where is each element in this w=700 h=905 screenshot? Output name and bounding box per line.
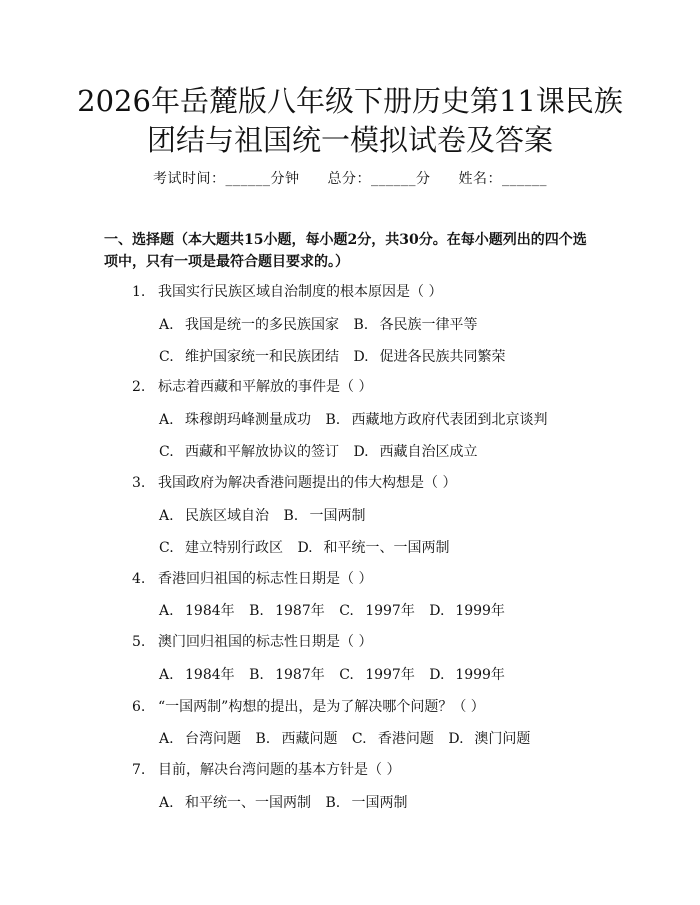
option-row [159,409,547,429]
option-letter: B. [353,317,369,333]
option-letter: D. [429,667,445,683]
document-title-line1: 2026年岳麓版八年级下册历史第11课民族 [77,84,623,118]
option-row [159,728,530,748]
option-letter: A. [159,667,174,683]
question-number: 3. [132,475,146,491]
option-text: 和平统一、一国两制 [185,795,311,811]
student-name-label: 姓名：______ [458,171,547,187]
question-number: 4. [132,571,146,587]
question-number: 6. [132,699,146,715]
option-letter: C. [159,444,174,460]
option-text: 1987年 [275,667,325,683]
question-stem [132,631,372,651]
option-text: 建立特别行政区 [185,540,283,556]
option-text: 西藏地方政府代表团到北京谈判 [351,412,548,428]
question-text: 香港回归祖国的标志性日期是（ ） [158,571,373,587]
option-letter: D. [297,540,313,556]
exam-meta [0,168,700,188]
option-text: 促进各民族共同繁荣 [379,349,506,365]
option-text: 1999年 [455,667,505,683]
option-letter: A. [159,412,174,428]
option-text: 1984年 [185,667,235,683]
option-text: 1997年 [365,667,415,683]
question-number: 2. [132,379,146,395]
option-letter: C. [159,540,174,556]
option-text: 一国两制 [351,795,408,811]
option-text: 香港问题 [377,731,434,747]
option-text: 西藏和平解放协议的签订 [185,444,339,460]
option-row [159,664,505,684]
option-text: 珠穆朗玛峰测量成功 [185,412,311,428]
section-heading [104,229,604,273]
option-letter: A. [159,795,174,811]
option-letter: B. [249,603,264,619]
option-row [159,441,477,461]
question-stem [132,281,442,301]
question-number: 5. [132,634,146,650]
option-letter: B. [255,731,271,747]
exam-time-label: 考试时间：______分钟 [153,171,300,187]
option-text: 各民族一律平等 [379,317,478,333]
option-text: 西藏自治区成立 [379,444,478,460]
option-letter: C. [159,349,174,365]
option-letter: A. [159,731,174,747]
option-text: 1997年 [365,603,415,619]
option-row [159,537,449,557]
option-text: 民族区域自治 [185,508,269,524]
section-heading-line1: 一、选择题（本大题共15小题，每小题2分，共30分。在每小题列出的四个选 [104,232,587,248]
option-text: 一国两制 [309,508,366,524]
option-letter: B. [249,667,264,683]
option-letter: B. [325,795,341,811]
question-number: 1. [132,284,146,300]
document-title-line2: 团结与祖国统一模拟试卷及答案 [146,123,553,157]
option-row [159,314,477,334]
question-text: 我国实行民族区域自治制度的根本原因是（ ） [158,284,443,300]
option-row [159,600,505,620]
option-text: 1987年 [275,603,325,619]
option-letter: D. [353,349,369,365]
option-letter: A. [159,603,174,619]
option-text: 维护国家统一和民族团结 [185,349,339,365]
option-letter: D. [429,603,445,619]
question-text: 目前，解决台湾问题的基本方针是（ ） [158,762,401,778]
option-text: 1984年 [185,603,235,619]
option-letter: C. [339,667,354,683]
option-letter: C. [339,603,354,619]
option-row [159,792,407,812]
question-text: 我国政府为解决香港问题提出的伟大构想是（ ） [158,475,457,491]
question-stem [132,568,372,588]
question-stem [132,759,400,779]
option-row [159,505,365,525]
question-text: 标志着西藏和平解放的事件是（ ） [158,379,373,395]
question-stem [132,696,485,716]
question-text: “一国两制”构想的提出，是为了解决哪个问题？（ ） [158,699,485,715]
question-stem [132,376,372,396]
option-text: 西藏问题 [281,731,338,747]
question-stem [132,472,456,492]
total-score-label: 总分：______分 [327,171,431,187]
option-text: 我国是统一的多民族国家 [185,317,339,333]
section-heading-line2: 项中，只有一项是最符合题目要求的。） [104,254,349,270]
option-text: 台湾问题 [185,731,241,747]
option-letter: D. [448,731,464,747]
question-text: 澳门回归祖国的标志性日期是（ ） [158,634,373,650]
option-letter: B. [283,508,299,524]
question-number: 7. [132,762,146,778]
option-letter: B. [325,412,341,428]
option-letter: D. [353,444,369,460]
option-text: 澳门问题 [474,731,531,747]
option-text: 和平统一、一国两制 [323,540,450,556]
option-letter: A. [159,508,174,524]
option-letter: C. [351,731,367,747]
option-letter: A. [159,317,174,333]
option-text: 1999年 [455,603,505,619]
option-row [159,346,505,366]
